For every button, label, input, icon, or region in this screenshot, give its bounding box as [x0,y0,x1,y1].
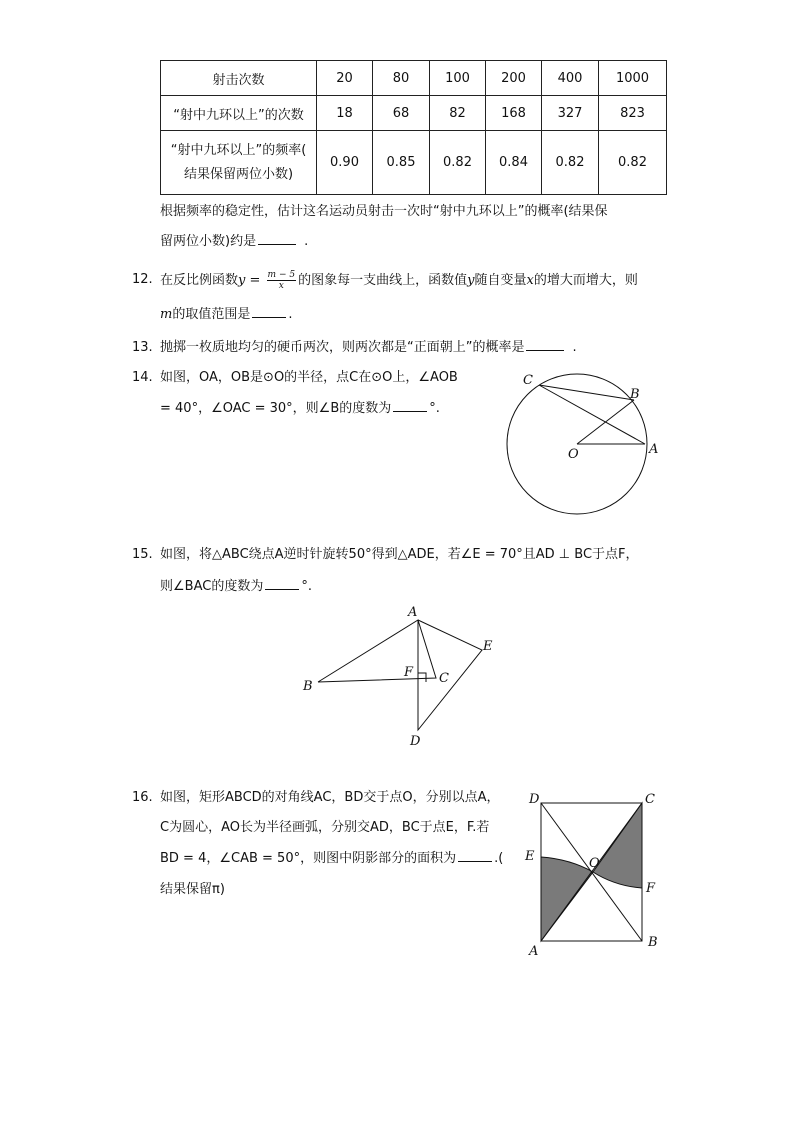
freq-label-line1: “射中九环以上”的频率( [170,142,307,158]
q15-line1: 如图，将△ABC绕点A逆时针旋转50°得到△ADE，若∠E = 70°且AD ⊥ BC于点F， [160,547,639,562]
freq-label-line2: 结果保留两位小数) [183,166,294,182]
label-c: C [645,792,655,807]
table-cell: 20 [317,61,373,96]
table-cell: 100 [430,61,486,96]
q13-period: . [572,340,577,355]
answer-blank [252,305,286,318]
table-cell: 82 [430,96,486,131]
table-cell: 0.85 [373,131,430,195]
segment-ob [577,400,634,444]
table-cell: 327 [542,96,599,131]
q16-text: .( [494,851,504,866]
table-cell: 1000 [599,61,667,96]
q12-text: 在反比例函数 [160,273,239,288]
circle-diagram [495,368,675,516]
table-header-hits: “射中九环以上”的次数 [161,96,317,131]
q12-text: 随自变量 [474,273,527,288]
right-angle-mark [418,673,426,682]
rotation-diagram [296,600,506,750]
q11-period: . [304,234,309,249]
table-row-shots [161,61,667,96]
q12-line2 [160,305,292,325]
label-c: C [523,373,533,388]
q16-text: BD = 4，∠CAB = 50°，则图中阴影部分的面积为 [160,851,457,866]
label-a: A [529,944,539,959]
fraction [267,270,297,291]
q15-text: 则∠BAC的度数为 [160,579,264,594]
q16-line4: 结果保留π) [160,882,225,897]
table-cell: 18 [317,96,373,131]
question-number: 12. [132,272,153,287]
rectangle-diagram [520,785,670,965]
table-cell: 0.82 [599,131,667,195]
table-cell: 200 [486,61,542,96]
table-cell: 68 [373,96,430,131]
q14-line2 [160,399,440,419]
table-cell: 0.84 [486,131,542,195]
q12-text: 的图象每一支曲线上，函数值 [298,273,468,288]
label-a: A [649,442,659,457]
label-o: O [568,447,579,462]
answer-blank [526,338,564,351]
q12-period: . [288,307,293,322]
fraction-denominator: x [278,281,284,291]
table-header-frequency [161,131,317,195]
label-b: B [648,935,658,950]
table-cell: 0.82 [542,131,599,195]
table-row-hits [161,96,667,131]
label-b: B [630,387,640,402]
q13-line [160,338,577,358]
question-number: 13. [132,340,153,355]
q12-line1 [160,270,638,291]
label-b: B [303,679,313,694]
q12-text: 的增大而增大，则 [533,273,638,288]
fraction-numerator: m − 5 [267,270,296,280]
answer-blank [258,232,296,245]
q13-text: 抛掷一枚质地均匀的硬币两次，则两次都是“正面朝上”的概率是 [160,340,525,355]
label-d: D [410,734,421,749]
answer-blank [458,849,492,862]
answer-blank [265,577,299,590]
shaded-region-left [541,857,593,941]
table-cell: 168 [486,96,542,131]
q14-line1: 如图，OA，OB是⊙O的半径，点C在⊙O上，∠AOB [160,370,458,385]
equals-sign: = [245,273,265,288]
q11-line2-text: 留两位小数)约是 [160,234,257,249]
triangle-ade [418,620,482,730]
q15-degree: °. [301,579,312,594]
var-y: y [238,273,246,288]
label-c: C [439,671,449,686]
label-d: D [529,792,540,807]
shaded-region-right [593,803,642,888]
table-header-shots: 射击次数 [161,61,317,96]
q16-line2: C为圆心，AO长为半径画弧，分别交AD，BC于点E，F.若 [160,820,490,835]
label-a: A [408,605,418,620]
var-m: m [160,307,173,322]
question-number: 14. [132,370,153,385]
label-f: F [646,881,656,896]
q16-line1: 如图，矩形ABCD的对角线AC，BD交于点O，分别以点A， [160,790,500,805]
q11-line1: 根据频率的稳定性，估计这名运动员射击一次时“射中九环以上”的概率(结果保 [160,204,608,219]
table-row-frequency [161,131,667,195]
question-number: 15. [132,547,153,562]
label-o: O [589,856,600,871]
label-e: E [525,849,535,864]
table-cell: 0.90 [317,131,373,195]
q14-degree: °. [429,401,440,416]
q12-text: 的取值范围是 [172,307,251,322]
var-x: x [526,273,534,288]
question-number: 16. [132,790,153,805]
q14-text: = 40°，∠OAC = 30°，则∠B的度数为 [160,401,392,416]
table-cell: 823 [599,96,667,131]
q11-line2 [160,232,308,252]
q16-line3 [160,849,503,869]
table-cell: 0.82 [430,131,486,195]
var-y: y [467,273,475,288]
label-e: E [483,639,493,654]
q15-line2 [160,577,312,597]
answer-blank [393,399,427,412]
table-cell: 400 [542,61,599,96]
frequency-table [160,60,667,195]
table-cell: 80 [373,61,430,96]
label-f: F [404,665,414,680]
